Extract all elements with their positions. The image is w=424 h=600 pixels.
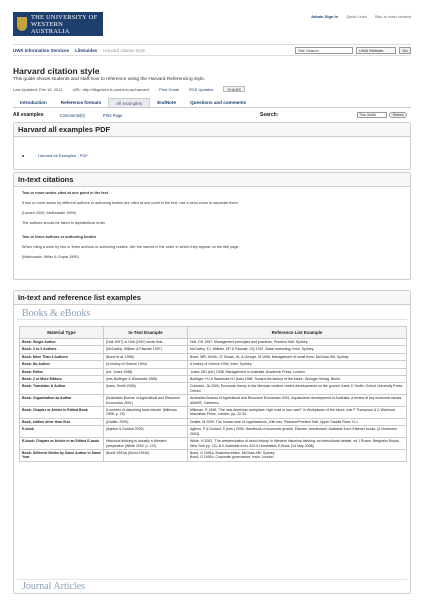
material-type-cell: Book: 2 or 3 Authors	[20, 346, 104, 353]
intext-example-2: (Malinowski, Miller & Gupta 1995)	[22, 255, 79, 259]
print-page-link[interactable]: Print Page	[102, 112, 123, 118]
guide-search-label: Search:	[260, 112, 279, 118]
admin-sign-in-link[interactable]: Admin Sign In	[311, 14, 339, 19]
rss-updates-link[interactable]: RSS Updates	[189, 86, 214, 92]
reference-example-cell: Bullinger, HJ & Warnecke HJ (eds) 1985, Toward the factory of the future, Springer-Verlag, Berlin.	[188, 376, 407, 383]
table-row	[20, 368, 407, 375]
material-type-cell: Book, edition other than first.	[20, 418, 104, 425]
table-header-row	[20, 327, 407, 339]
material-type-cell: Book: 2 or More Editors	[20, 376, 104, 383]
material-type-cell: Book: No Author	[20, 361, 104, 368]
page-name: All examples	[13, 112, 44, 118]
header-reference-example: Reference List Example	[188, 327, 407, 339]
comments-link[interactable]: Comments(0)	[59, 112, 85, 118]
guide-title: Harvard citation style	[13, 66, 100, 76]
intext-example-cell: (ed. Jones 1998)	[104, 368, 188, 375]
intext-heading-1: Two or more works cited at one point in the text	[22, 191, 109, 195]
material-type-cell: Book: Organisation as Author	[20, 395, 104, 407]
intext-example-cell: (Bond 1991a) (Bond 1991b)	[104, 449, 188, 461]
header-intext-example: In-Text Example	[104, 327, 188, 339]
print-guide-link[interactable]: Print Guide	[159, 86, 180, 92]
intext-box-title: In-text citations	[14, 173, 410, 187]
skip-link[interactable]: Skip to main content	[374, 14, 411, 19]
logo-text: THE UNIVERSITY OF WESTERN AUSTRALIA	[30, 13, 98, 35]
intext-example-1: (Larsen 2000; Malinowski 1999)	[22, 211, 76, 215]
material-type-cell: Book: Editor	[20, 368, 104, 375]
intext-example-cell: (eds Bullinger & Warnecke 1985)	[104, 376, 188, 383]
table-row	[20, 426, 407, 438]
intext-example-cell: (Holt 1997) or Holt (1997) wrote that...	[104, 339, 188, 346]
table-row	[20, 418, 407, 425]
table-row	[20, 361, 407, 368]
site-search-input[interactable]: Site Search	[295, 47, 353, 54]
reference-box-title: In-text and reference list examples	[14, 291, 410, 305]
guide-meta	[13, 86, 245, 92]
pdf-box	[13, 122, 411, 170]
table-row	[20, 376, 407, 383]
share-button[interactable]: SHARE	[223, 86, 245, 92]
guide-search-button[interactable]: Search	[389, 112, 407, 118]
reference-example-cell: Drafke, M 2009, The human side of organizations, 10th edn, Pearson/Prentice Hall, Upper Saddle River, N.J.	[188, 418, 407, 425]
intext-example-cell: (McCarthy, William & Pascale 1997)	[104, 346, 188, 353]
tab-reference-formats[interactable]: Reference formats	[60, 100, 102, 105]
last-updated: Last Updated: Feb 16, 2012	[13, 86, 63, 92]
reference-example-cell: Milkman, R 1998, 'The new American workplace: high road or low road?' in Workplaces of the future, eds P Thompson & C Warhurst, Macmillan Press, London, pp. 22-34.	[188, 407, 407, 419]
section-books: Books & eBooks	[17, 305, 407, 320]
material-type-cell: Book: Single Author	[20, 339, 104, 346]
libguides-bar	[13, 44, 411, 56]
tab-questions[interactable]: Questions and comments	[190, 100, 247, 105]
reference-example-cell: Aghion, P & Durlauf, S (eds.) 2005, Handbook of economic growth, Elsevier, Amsterdam. Available from: Elsevier books. [4 November 2004].	[188, 426, 407, 438]
tab-introduction[interactable]: Introduction	[20, 100, 47, 105]
material-type-cell: E-book	[20, 426, 104, 438]
intext-example-cell: (A history of Greece 1994)	[104, 361, 188, 368]
tab-endnote[interactable]: EndNote	[157, 100, 177, 105]
material-type-cell: Book: Translator & Author	[20, 383, 104, 395]
breadcrumb-uwa-is[interactable]: UWA Information Services	[13, 47, 70, 53]
quick-links-link[interactable]: Quick Links	[346, 14, 367, 19]
reference-box	[13, 290, 411, 594]
table-row	[20, 407, 407, 419]
intext-example-cell: (Bond et al. 1996)	[104, 353, 188, 360]
tab-all-examples[interactable]: All examples	[108, 98, 150, 107]
bullet-icon	[22, 155, 24, 157]
intext-content	[14, 187, 410, 269]
reference-table	[19, 326, 407, 462]
site-header	[13, 12, 411, 36]
material-type-cell: Book: Different Works by Same Author in Same Year	[20, 449, 104, 461]
pdf-item	[22, 153, 88, 158]
table-row	[20, 383, 407, 395]
intext-example-cell: (Drafke, 2009)	[104, 418, 188, 425]
reference-example-cell: Colorado, JA 2006, Economic theory in the Mexican context: recent developments on the ground, trans. K Smith, Oxford University Press, Oxford.	[188, 383, 407, 395]
reference-example-cell: A history of Greece 1994, Irwin, Sydney.	[188, 361, 407, 368]
reference-example-cell: White, H 2002, 'The westernization of world history' in Western historical thinking: an intercultural debate, ed J Rusen, Berghahn Books, New York pp. 111-119. Available from: ACLS Humanities E-Book. [14 May 2008].	[188, 438, 407, 450]
intext-box	[13, 172, 411, 280]
intext-paragraph-2: When citing a work by two or three authors or authoring bodies, cite the names in the order in which they appear on the title page.	[22, 245, 240, 249]
admin-links	[311, 14, 411, 19]
reference-example-cell: Bond, G 1991a, Business ethics, McGraw-Hill, Sydney. Bond, G 1991b, Corporate governance, Irwin, London.	[188, 449, 407, 461]
guide-url: URL: http://libguides.is.uwa.edu.au/harvard	[72, 86, 150, 92]
material-type-cell: Book: More Than 3 Authors	[20, 353, 104, 360]
pdf-link[interactable]: Harvard All Examples - PDF	[38, 153, 88, 158]
breadcrumb-current: Harvard citation style	[103, 47, 146, 53]
material-type-cell: E-book: Chapter or Article in an Edited E-book	[20, 438, 104, 450]
intext-paragraph-1: If two or more works by different authors or authoring bodies are cited at one point in the text, use a semi-colon to separate them:	[22, 201, 239, 205]
go-button[interactable]: Go	[399, 47, 411, 54]
intext-example-cell: (Australian Bureau of Agricultural and Resource Economics 2001)	[104, 395, 188, 407]
crest-icon	[17, 17, 27, 31]
breadcrumb-libguides[interactable]: LibGuides	[75, 47, 98, 53]
intext-note-1: The authors should be listed in alphabetical order.	[22, 221, 106, 225]
site-search	[295, 47, 411, 54]
table-row	[20, 449, 407, 461]
table-row	[20, 395, 407, 407]
intext-heading-2: Two or three authors or authoring bodies	[22, 235, 97, 239]
intext-example-cell: A number of disturbing facts intrude' (Milkman 1998, p. 25)	[104, 407, 188, 419]
pdf-box-title: Harvard all examples PDF	[14, 123, 410, 137]
guide-search-scope[interactable]: This Guide	[357, 112, 387, 118]
reference-example-cell: Holt, DH 1997, Management principles and practices, Prentice-Hall, Sydney.	[188, 339, 407, 346]
table-row	[20, 438, 407, 450]
page-bar	[13, 110, 411, 120]
section-journals: Journal Articles	[17, 579, 407, 592]
reference-example-cell: Jones, MD (ed.) 1998, Management in Australia, Academic Press, London.	[188, 368, 407, 375]
reference-example-cell: Australian Bureau of Agricultural and Resource Economics 2001, Aquaculture development in Australia: a review of key economic issues, ABARE, Canberra.	[188, 395, 407, 407]
header-material-type: Material Type	[20, 327, 104, 339]
intext-example-cell: Historical thinking is actually a Western perspective (White 2002, p. 112)	[104, 438, 188, 450]
table-row	[20, 339, 407, 346]
guide-description: This guide shows students and staff how to reference using the Harvard Referencing style.	[13, 77, 206, 82]
university-logo[interactable]	[13, 12, 103, 36]
guide-tabs	[13, 98, 411, 108]
reference-example-cell: Bond, WR, Smith, JT, Brown, KL & George, M 1996, Management of small firms, McGraw-Hill, Sydney.	[188, 353, 407, 360]
search-scope-select[interactable]: UWA Website	[356, 47, 396, 54]
table-row	[20, 346, 407, 353]
reference-example-cell: McCarthy, EJ, William, DP & Pascale, GQ 1997, Basic marketing, Irwin, Sydney.	[188, 346, 407, 353]
intext-example-cell: (Irans, Smith 2006)	[104, 383, 188, 395]
intext-example-cell: (Aghion & Durlauf 2005)	[104, 426, 188, 438]
material-type-cell: Book: Chapter or Article in Edited Book	[20, 407, 104, 419]
table-row	[20, 353, 407, 360]
